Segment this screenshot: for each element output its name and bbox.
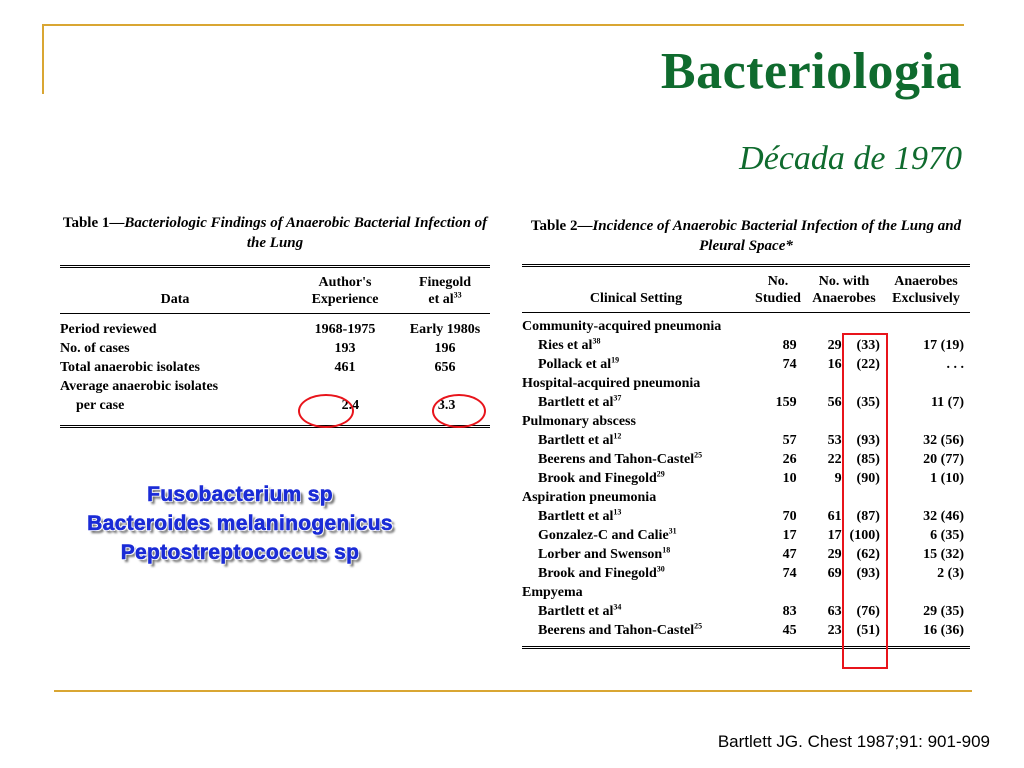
table-2-reference-number: 25 (694, 450, 703, 460)
table-2-cell-with-anaerobes: 16 (827, 357, 842, 372)
table-2-setting-label: Bartlett et al (538, 395, 614, 410)
table-2-cell-with-anaerobes: 56 (827, 395, 842, 410)
table-2-cell-exclusively: 15 (32) (923, 547, 964, 562)
table-2-setting-label: Bartlett et al (538, 433, 614, 448)
table-2-cell-with-anaerobes: 22 (827, 452, 842, 467)
table-2-setting-label: Brook and Finegold (538, 471, 657, 486)
table-1-cell-author: 1968-1975 (314, 322, 376, 337)
table-2-cell-percent: (85) (856, 452, 880, 467)
citation: Bartlett JG. Chest 1987;91: 901-909 (717, 732, 990, 751)
table-2-reference-number: 30 (656, 564, 665, 574)
table-2-cell-setting (522, 355, 746, 374)
table-2-cell-with-anaerobes: 63 (827, 604, 842, 619)
table-2-cell-percent: (93) (856, 433, 880, 448)
table-2-header-exclusively (882, 273, 970, 307)
highlight-oval-finegold (432, 394, 486, 428)
table-2-reference-number: 34 (613, 602, 622, 612)
table-1-cell-finegold (400, 377, 490, 396)
table-1-cell-label: per case (76, 398, 125, 413)
table-2-setting-label: Brook and Finegold (538, 566, 657, 581)
table-2-cell-setting (522, 583, 750, 602)
table-row (522, 621, 970, 640)
table-2-cell-with-anaerobes: 9 (834, 471, 842, 486)
table-1-cell-label: Total anaerobic isolates (60, 360, 201, 375)
table-2-reference-number: 19 (611, 355, 620, 365)
table-1-header-author (290, 274, 400, 308)
table-2-cell-exclusively: 6 (35) (930, 528, 964, 543)
table-1-cell-label: No. of cases (60, 341, 130, 356)
table-1-cell-finegold: 3.3 (437, 398, 456, 413)
table-2-cell-percent: (33) (856, 338, 880, 353)
table-row (60, 377, 490, 396)
table-2-cell-studied: 45 (782, 623, 797, 638)
table-2-reference-number: 18 (662, 545, 671, 555)
table-row (522, 545, 970, 564)
table-2-reference-number: 12 (613, 431, 622, 441)
table-2-header-ex-line2: Exclusively (892, 291, 960, 306)
table-row (60, 358, 490, 377)
table-row (522, 564, 970, 583)
table-2-cell-exclusively: 1 (10) (930, 471, 964, 486)
table-2-setting-label: Beerens and Tahon-Castel (538, 623, 695, 638)
table-2-caption (522, 216, 970, 256)
table-1-cell-author: 193 (334, 341, 356, 356)
table-2-cell-studied: 70 (782, 509, 797, 524)
table-1-cell-author: 2.4 (341, 398, 360, 413)
table-1-cell-finegold: Early 1980s (409, 322, 481, 337)
table-1-cell-label: Period reviewed (60, 322, 157, 337)
slide-title: Bacteriologia (660, 43, 962, 100)
table-2-cell-percent: (62) (856, 547, 880, 562)
table-2-setting-label: Lorber and Swenson (538, 547, 663, 562)
frame-bottom-rule (54, 690, 972, 692)
table-2-cell-setting (522, 317, 750, 336)
table-row (522, 602, 970, 621)
table-2-setting-label: Pulmonary abscess (522, 414, 636, 429)
table-2-cell-percent: (90) (856, 471, 880, 486)
table-2-cell-setting (522, 374, 750, 393)
table-1-caption-prefix: Table 1— (62, 215, 125, 231)
table-2-cell-studied: 47 (782, 547, 797, 562)
table-2-reference-number: 38 (592, 336, 601, 346)
table-1-cell-finegold: 656 (434, 360, 456, 375)
species-item: Fusobacterium sp (147, 483, 333, 506)
table-2-cell-percent: (100) (849, 528, 880, 543)
table-2-reference-number: 25 (694, 621, 703, 631)
table-2-cell-percent: (35) (856, 395, 880, 410)
table-2-setting-label: Bartlett et al (538, 604, 614, 619)
table-2-header-with-line2: Anaerobes (812, 291, 876, 306)
table-row (522, 393, 970, 412)
table-2-cell-studied: 159 (775, 395, 797, 410)
table-2-setting-label: Community-acquired pneumonia (522, 319, 722, 334)
table-group-row (522, 583, 970, 602)
table-2-caption-prefix: Table 2— (530, 218, 593, 234)
table-2-cell-exclusively: 32 (56) (923, 433, 964, 448)
table-row (522, 355, 970, 374)
table-1-header-finegold-line2: et al (428, 292, 454, 307)
species-item: Bacteroides melaninogenicus (87, 512, 393, 535)
table-group-row (522, 412, 970, 431)
table-row (522, 336, 970, 355)
table-2-cell-studied: 74 (782, 566, 797, 581)
table-row (522, 450, 970, 469)
table-2-cell-with-anaerobes: 23 (827, 623, 842, 638)
table-2-cell-with-anaerobes: 29 (827, 338, 842, 353)
table-row (522, 469, 970, 488)
highlight-box-percent-column (842, 333, 888, 669)
table-2-cell-exclusively: 16 (36) (923, 623, 964, 638)
frame-top-rule (44, 24, 964, 26)
table-group-row (522, 317, 970, 336)
table-2-cell-with-anaerobes: 29 (827, 547, 842, 562)
table-1-cell-author (290, 377, 400, 396)
table-2-cell-percent: (76) (856, 604, 880, 619)
table-1-header-author-line1: Author's (318, 275, 372, 290)
table-2-body (522, 317, 970, 640)
table-2-cell-exclusively: 17 (19) (923, 338, 964, 353)
table-2-cell-setting (522, 431, 746, 450)
table-row (60, 320, 490, 339)
table-2-cell-exclusively: 32 (46) (923, 509, 964, 524)
table-2-reference-number: 37 (613, 393, 622, 403)
table-1-body (60, 320, 490, 415)
table-1-cell-author: 461 (334, 360, 356, 375)
table-2-setting-label: Bartlett et al (538, 509, 614, 524)
table-2-header-studied-line1: No. (767, 274, 789, 289)
table-2-cell-setting (522, 564, 746, 583)
table-2-cell-setting (522, 526, 746, 545)
highlight-oval-author (298, 394, 354, 428)
table-2-setting-label: Ries et al (538, 338, 593, 353)
table-2-cell-studied: 74 (782, 357, 797, 372)
table-2-bottom-rule (522, 646, 970, 649)
table-2-cell-with-anaerobes: 53 (827, 433, 842, 448)
table-2-reference-number: 31 (668, 526, 677, 536)
table-2-cell-setting (522, 450, 746, 469)
table-2-header (522, 267, 970, 312)
table-2 (522, 216, 970, 649)
table-2-caption-title: Incidence of Anaerobic Bacterial Infection of the Lung and Pleural Space* (592, 218, 962, 254)
table-2-setting-label: Pollack et al (538, 357, 612, 372)
table-1 (60, 213, 490, 428)
table-2-cell-studied: 57 (782, 433, 797, 448)
table-row (60, 339, 490, 358)
table-1-header-author-line2: Experience (311, 292, 379, 307)
table-1-bottom-rule (60, 425, 490, 428)
table-2-cell-with-anaerobes: 17 (827, 528, 842, 543)
table-2-header-studied (750, 273, 806, 307)
table-2-cell-exclusively: 2 (3) (937, 566, 964, 581)
table-1-header-data: Data (160, 292, 190, 307)
table-2-setting-label: Hospital-acquired pneumonia (522, 376, 701, 391)
table-2-cell-setting (522, 336, 746, 355)
table-2-setting-label: Aspiration pneumonia (522, 490, 657, 505)
table-1-cell-finegold: 196 (434, 341, 456, 356)
table-row (522, 431, 970, 450)
table-2-cell-studied: 10 (782, 471, 797, 486)
table-2-cell-percent: (93) (856, 566, 880, 581)
table-2-cell-studied: 89 (782, 338, 797, 353)
table-row (522, 507, 970, 526)
table-2-cell-with-anaerobes: 61 (827, 509, 842, 524)
table-2-setting-label: Empyema (522, 585, 583, 600)
slide-subtitle: Década de 1970 (739, 140, 962, 177)
table-2-cell-exclusively: 20 (77) (923, 452, 964, 467)
table-row (522, 526, 970, 545)
table-2-cell-setting (522, 412, 750, 431)
table-2-cell-setting (522, 469, 746, 488)
table-1-caption-title: Bacteriologic Findings of Anaerobic Bacterial Infection of the Lung (124, 215, 488, 251)
table-2-cell-percent: (22) (856, 357, 880, 372)
table-2-cell-studied: 17 (782, 528, 797, 543)
species-item: Peptostreptococcus sp (120, 541, 360, 564)
table-2-cell-exclusively: . . . (946, 357, 964, 372)
table-2-cell-setting (522, 602, 746, 621)
table-2-cell-setting (522, 488, 750, 507)
table-2-setting-label: Beerens and Tahon-Castel (538, 452, 695, 467)
table-2-header-setting: Clinical Setting (589, 291, 683, 306)
table-2-setting-label: Gonzalez-C and Calie (538, 528, 669, 543)
table-2-reference-number: 29 (656, 469, 665, 479)
table-2-cell-with-anaerobes: 69 (827, 566, 842, 581)
table-2-cell-studied: 83 (782, 604, 797, 619)
table-2-cell-percent: (87) (856, 509, 880, 524)
table-2-cell-percent: (51) (856, 623, 880, 638)
table-1-header-finegold-line1: Finegold (418, 275, 472, 290)
species-list (60, 480, 420, 567)
table-group-row (522, 374, 970, 393)
table-1-header-finegold (400, 274, 490, 308)
table-2-cell-setting (522, 621, 746, 640)
table-2-cell-studied: 26 (782, 452, 797, 467)
table-2-header-with-anaerobes (806, 273, 882, 307)
table-2-cell-setting (522, 507, 746, 526)
table-1-header-finegold-ref: 33 (453, 290, 462, 300)
table-2-cell-exclusively: 29 (35) (923, 604, 964, 619)
table-2-cell-setting (522, 545, 746, 564)
table-2-header-with-line1: No. with (818, 274, 870, 289)
table-2-header-studied-line2: Studied (755, 291, 801, 306)
table-group-row (522, 488, 970, 507)
table-2-header-ex-line1: Anaerobes (894, 274, 958, 289)
table-1-caption (60, 213, 490, 253)
frame-left-rule (42, 24, 44, 94)
table-row (60, 396, 490, 415)
table-2-reference-number: 13 (613, 507, 622, 517)
table-1-cell-label: Average anaerobic isolates (60, 379, 219, 394)
table-1-header (60, 268, 490, 313)
table-2-cell-exclusively: 11 (7) (930, 395, 964, 410)
table-2-cell-setting (522, 393, 746, 412)
